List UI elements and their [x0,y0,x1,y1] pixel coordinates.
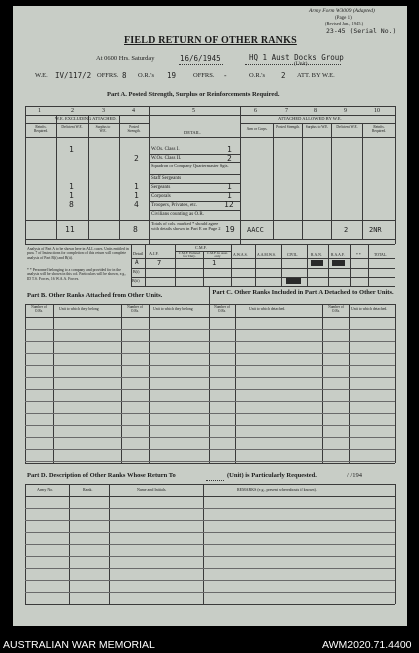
att-by-we-label: ATT. BY W.E. [297,72,335,79]
cell-wo1-we: 1 [227,145,232,154]
head-arm-corps: Arm or Corps. [246,127,268,131]
cell-sgt-deficient: 1 [69,182,74,191]
col-number-6: 6 [254,108,257,114]
at-hours-label: At 0600 Hrs. Saturday [96,55,155,62]
col-number-8: 8 [314,108,317,114]
row-sergeants: Sergeants [151,185,171,190]
ruled-line [25,329,395,330]
we-excluding-attached-header: W.E. EXCLUDING ATTACHED. [55,116,117,121]
offrs-value: 8 [122,71,127,80]
col-number-7: 7 [285,108,288,114]
analysis-head-civil: CIVIL. [287,253,299,257]
ruled-line [25,556,395,557]
offrs2-value: - [223,71,228,80]
part-d-head-rank: Rank. [83,487,93,492]
ruled-line [25,377,395,378]
ors2-value: 2 [281,71,286,80]
detail-header: DETAIL. [184,130,202,135]
ruled-line [25,449,395,450]
cell-sgt-posted: 1 [134,182,139,191]
analysis-row-a-label: A [135,259,139,266]
part-b-head-unit: Unit to which they belong [59,307,99,311]
blacked-cell [286,278,301,284]
unit-label: (Unit) [294,61,308,67]
form-sheet [13,6,407,626]
unit-name: HQ 1 Aust Docks Group [249,53,344,62]
analysis-head-ran: R.A.N. [311,253,322,257]
army-form-number: Army Form W3009 (Adapted) [309,8,375,14]
analysis-head-aamws: A.A.M.W.S. [257,253,276,257]
ruled-line [25,437,395,438]
return-date: 16/6/1945 [180,54,221,63]
cell-sgt-we: 1 [227,182,232,191]
part-d-date: / /194 [347,472,362,479]
part-b-title: Part B. Other Ranks Attached from Other Units. [27,292,163,299]
head-reinfts-required: Reinfts. Required. [33,125,49,133]
analysis-head-detail: Detail [133,251,144,256]
blacked-cell [311,260,323,266]
ors2-label: O.R.'s [249,72,265,79]
total-deficient: 11 [65,225,75,234]
ruled-line [25,532,395,533]
ruled-line [25,544,395,545]
head-surplus-we: Surplus to W.E. [95,125,111,133]
ruled-line [25,425,395,426]
cell-pte-deficient: 8 [69,200,74,209]
part-b-head-number: Number of O.Rs. [31,305,47,313]
footer-accession-number: AWM2020.71.4400 [322,639,412,651]
analysis-head-cmf: C.M.F. [195,245,207,250]
part-d-unit-requested: (Unit) is Particularly Requested. [227,472,317,479]
footer-bar [0,636,419,653]
part-d-head-remarks: REMARKS (e.g., present whereabouts if known). [237,487,317,492]
total-deficient-right: 2 [344,226,349,234]
offrs-label: OFFRS. [97,72,119,79]
row-staff-sergeants: Staff Sergeants [151,176,182,181]
head-reinfts-right: Reinfts. Required. [371,125,387,133]
col-number-2: 2 [71,108,74,114]
part-d-title: Part D. Description of Other Ranks Whose Return To [27,472,176,479]
ruled-line [25,353,395,354]
analysis-head-awas: A.W.A.S. [233,253,248,257]
analysis-head-raaf: R.A.A.F. [331,253,345,257]
we-label: W.E. [35,72,48,79]
col-number-10: 10 [374,108,380,114]
ruled-line [25,413,395,414]
part-b-head-number-2: Number of O.Rs. [127,305,143,313]
part-b-head-unit-2: Unit to which they belong [153,307,193,311]
analysis-note: * * Personnel belonging to a company and provided for in the analysis will be shown in this col. Particulars will be shown, e.g., ID T.S. Forces, 16 W.A.A. Forces. [27,268,127,281]
ruled-line [25,341,395,342]
ruled-line [25,520,395,521]
page-indicator: (Page 1) [335,16,352,21]
total-posted: 8 [133,225,138,234]
row-cqms: Squadron or Company Quartermaster Sgts. [151,163,229,168]
head-deficient-right: Deficient W.E. [336,125,358,129]
ruled-line [25,461,395,462]
ruled-line [25,508,395,509]
blacked-cell [332,260,345,266]
we-value: IV/117/2 [55,71,92,80]
analysis-row-b1-label: B(i) [133,269,140,274]
analysis-head-stars: * * [356,253,361,257]
cell-pte-posted: 4 [134,200,139,209]
cell-wo2-deficient: 1 [69,145,74,154]
head-deficient-we: Deficient W.E. [61,125,83,129]
part-c-head-number-2: Number of O.Rs. [328,305,344,313]
col-number-5: 5 [192,108,195,114]
head-posted-strength: Posted Strength. [127,125,141,133]
col-number-3: 3 [102,108,105,114]
ruled-line [25,389,395,390]
analysis-aif-a: 7 [157,259,162,267]
offrs2-label: OFFRS. [193,72,215,79]
part-d-head-name: Name and Initials. [137,487,167,492]
part-d-head-army-no: Army No. [37,487,54,492]
cell-pte-we: 12 [224,200,234,209]
cell-cpl-deficient: 1 [69,191,74,200]
totals-note: Totals of cols. marked * should agree with details shown in Part E on Page 2 [151,221,221,231]
part-c-head-number: Number of O.Rs. [214,305,230,313]
footer-institution: AUSTRALIAN WAR MEMORIAL [3,639,155,651]
col-number-9: 9 [344,108,347,114]
row-wo-class-1: W.Os. Class I. [151,147,180,152]
col-number-1: 1 [38,108,41,114]
part-a-title: Part A. Posted Strength, Surplus or Reinforcements Required. [107,91,280,98]
head-posted-strength-right: Posted Strength. [276,125,300,129]
col-number-4: 4 [132,108,135,114]
revised-date: (Revised Jan., 1945.) [325,21,364,26]
row-wo-class-2: W.Os. Class II. [151,156,182,161]
attached-allowed-header: ATTACHED ALLOWED BY W.E. [278,116,342,121]
head-surplus-right: Surplus to W.E. [305,125,329,129]
row-corporals: Corporals [151,194,171,199]
row-civilians: Civilians counting as O.R. [151,212,204,217]
total-arm-corps: AACC [247,226,264,234]
serial-number: 23-45 (Serial No.) [326,27,397,35]
analysis-head-total: TOTAL. [374,253,388,257]
page-title: FIELD RETURN OF OTHER RANKS [124,35,297,46]
part-c-head-unit-2: Unit to which detached. [351,307,388,311]
ors-value: 19 [167,71,177,80]
total-we: 19 [225,225,235,234]
analysis-head-cmf-enlisted: C.M.F. Enlisted for Duty. [178,251,201,259]
ruled-line [25,401,395,402]
part-c-title: Part C. Other Ranks Included in Part A Detached to Other Units. [212,289,394,296]
analysis-cmf-a: 1 [212,259,217,267]
cell-cpl-we: 1 [227,191,232,200]
row-troopers: Troopers, Privates, etc. [151,203,198,208]
ruled-line [25,365,395,366]
analysis-head-aif: A.I.F. [149,251,159,256]
cell-wo2-we: 2 [227,154,232,163]
analysis-row-b2-label: B(ii) [132,278,140,283]
cell-wo2-posted: 2 [134,154,139,163]
ruled-line [25,592,395,593]
analysis-instructions: Analysis of Part A to be shown here in ALL cases. Units entitled in para. 7 of Instructions for completion of this return will complete analysis of Part B(i) and B(ii). [27,247,129,260]
cell-cpl-posted: 1 [134,191,139,200]
ors-label: O.R.'s [138,72,154,79]
analysis-head-cmf-aust: C.M.F. In Aust. only [206,251,229,259]
ruled-line [25,580,395,581]
ruled-line [25,568,395,569]
part-c-head-unit: Unit to which detached. [249,307,286,311]
total-reinfts-right: 2NR [369,226,382,234]
